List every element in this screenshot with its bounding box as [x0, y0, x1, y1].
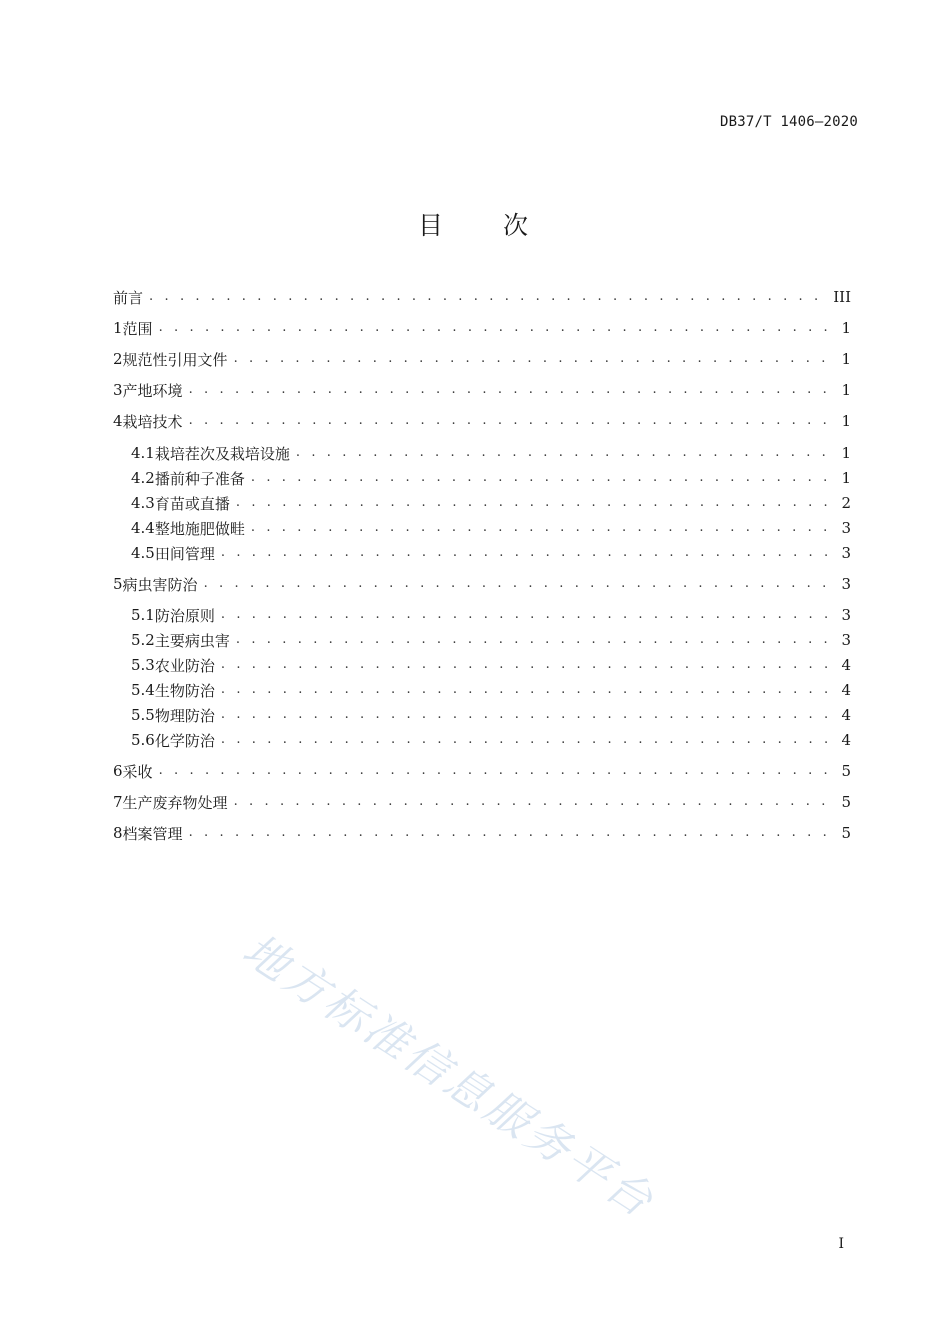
toc-entry-number: 3	[113, 381, 123, 399]
toc-entry-page: 5	[841, 762, 851, 780]
toc-entry-number: 1	[113, 319, 123, 337]
toc-entry-title: 防治原则	[154, 606, 215, 625]
toc-entry-title: 前言	[113, 288, 144, 307]
toc-entry[interactable]	[131, 629, 851, 651]
toc-leader-dots	[251, 519, 835, 537]
document-code: DB37/T 1406—2020	[719, 114, 858, 130]
toc-entry-number: 5.4	[131, 681, 155, 699]
toc-leader-dots	[236, 631, 835, 649]
toc-leader-dots	[221, 706, 835, 724]
toc-entry[interactable]	[113, 286, 851, 308]
toc-entry-title: 栽培技术	[122, 412, 183, 431]
toc-entry-number: 5.5	[131, 706, 155, 724]
toc-entry[interactable]	[131, 467, 851, 489]
toc-leader-dots	[221, 544, 835, 562]
toc-entry-number: 5.1	[131, 606, 155, 624]
toc-entry-title: 整地施肥做畦	[154, 519, 245, 538]
toc-entry[interactable]	[113, 348, 851, 370]
toc-entry-number: 7	[113, 793, 123, 811]
toc-entry-page: 3	[841, 544, 851, 562]
toc-entry[interactable]	[131, 729, 851, 751]
toc-entry[interactable]	[131, 442, 851, 464]
toc-entry-number: 4.1	[131, 444, 155, 462]
toc-entry[interactable]	[113, 317, 851, 339]
toc-leader-dots	[251, 469, 835, 487]
toc-entry[interactable]	[131, 704, 851, 726]
toc-leader-dots	[234, 350, 835, 368]
toc-entry-number: 5.3	[131, 656, 155, 674]
watermark: 地方标准信息服务平台	[233, 924, 664, 1229]
toc-entry-number: 4.2	[131, 469, 155, 487]
toc-entry-page: 5	[841, 793, 851, 811]
toc-entry-title: 范围	[122, 319, 153, 338]
toc-entry-page: 1	[841, 412, 851, 430]
toc-leader-dots	[189, 412, 835, 430]
toc-leader-dots	[236, 494, 835, 512]
page-title: 目 次	[418, 211, 554, 240]
toc-entry-title: 育苗或直播	[154, 494, 230, 513]
toc-entry-title: 产地环境	[122, 381, 183, 400]
toc-entry-title: 物理防治	[154, 706, 215, 725]
toc-leader-dots	[221, 606, 835, 624]
toc-leader-dots	[149, 288, 827, 306]
toc-leader-dots	[189, 381, 835, 399]
toc-entry[interactable]	[113, 822, 851, 844]
toc-entry-page: 4	[841, 681, 851, 699]
toc-entry-title: 化学防治	[154, 731, 215, 750]
toc-entry-number: 2	[113, 350, 123, 368]
toc-entry[interactable]	[113, 379, 851, 401]
toc-entry-number: 4.4	[131, 519, 155, 537]
toc-entry-number: 4.3	[131, 494, 155, 512]
toc-entry-title: 规范性引用文件	[122, 350, 228, 369]
toc-entry[interactable]	[131, 492, 851, 514]
toc-entry-title: 生物防治	[154, 681, 215, 700]
toc-entry-page: 3	[841, 519, 851, 537]
toc-leader-dots	[204, 575, 835, 593]
toc-entry-number: 8	[113, 824, 123, 842]
toc-entry-page: 2	[841, 494, 851, 512]
toc-leader-dots	[159, 762, 835, 780]
toc-entry[interactable]	[113, 760, 851, 782]
toc-entry-page: 4	[841, 656, 851, 674]
toc-entry[interactable]	[113, 573, 851, 595]
toc-entry-page: 1	[841, 381, 851, 399]
toc-leader-dots	[221, 656, 835, 674]
toc-entry-page: 1	[841, 444, 851, 462]
toc-entry-title: 田间管理	[154, 544, 215, 563]
toc-entry-title: 农业防治	[154, 656, 215, 675]
toc-entry-page: 1	[841, 469, 851, 487]
toc-entry-page: 3	[841, 606, 851, 624]
toc-entry[interactable]	[113, 410, 851, 432]
toc-entry-page: 4	[841, 706, 851, 724]
toc-entry[interactable]	[131, 542, 851, 564]
toc-entry-number: 4.5	[131, 544, 155, 562]
toc-leader-dots	[234, 793, 835, 811]
toc-entry-title: 栽培茬次及栽培设施	[154, 444, 290, 463]
toc-entry-title: 采收	[122, 762, 153, 781]
toc-leader-dots	[221, 681, 835, 699]
toc-entry-title: 生产废弃物处理	[122, 793, 228, 812]
page-number: I	[838, 1236, 844, 1252]
toc-leader-dots	[296, 444, 835, 462]
toc-entry-number: 4	[113, 412, 123, 430]
toc-entry-page: 3	[841, 631, 851, 649]
toc-entry-number: 5.6	[131, 731, 155, 749]
toc-leader-dots	[221, 731, 835, 749]
toc-entry-title: 播前种子准备	[154, 469, 245, 488]
toc-entry-title: 病虫害防治	[122, 575, 198, 594]
toc-entry-number: 6	[113, 762, 123, 780]
toc-leader-dots	[159, 319, 835, 337]
toc-entry[interactable]	[131, 517, 851, 539]
toc-entry-page: 4	[841, 731, 851, 749]
toc-entry-page: III	[833, 288, 851, 306]
toc-entry-number: 5	[113, 575, 123, 593]
toc-entry-title: 档案管理	[122, 824, 183, 843]
toc-entry[interactable]	[131, 604, 851, 626]
toc-entry[interactable]	[113, 791, 851, 813]
toc-entry[interactable]	[131, 679, 851, 701]
toc-entry-title: 主要病虫害	[154, 631, 230, 650]
toc-leader-dots	[189, 824, 835, 842]
toc-entry-page: 1	[841, 350, 851, 368]
toc-entry-page: 1	[841, 319, 851, 337]
toc-entry-page: 3	[841, 575, 851, 593]
toc-entry-page: 5	[841, 824, 851, 842]
toc-entry-number: 5.2	[131, 631, 155, 649]
toc-entry[interactable]	[131, 654, 851, 676]
